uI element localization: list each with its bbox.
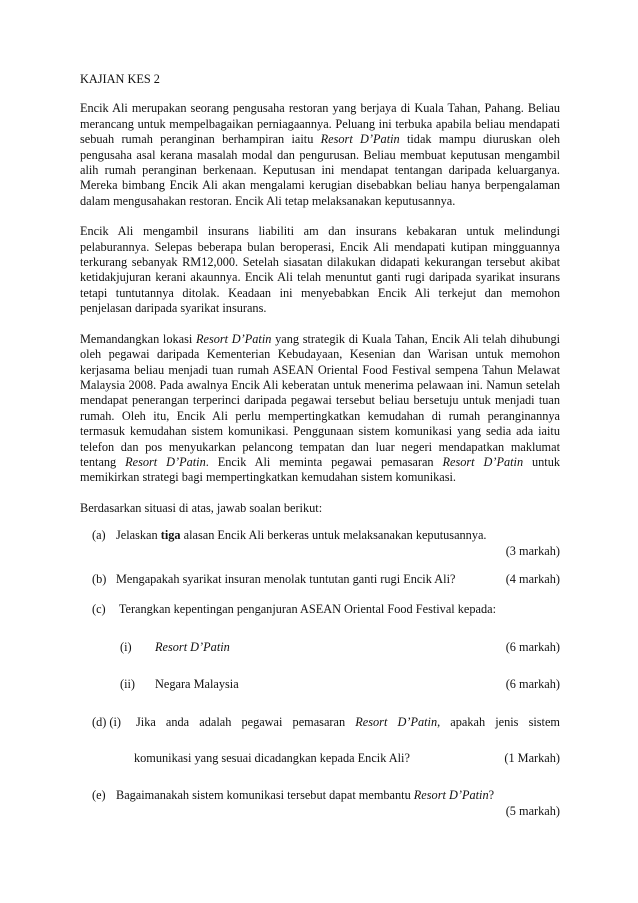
question-d [80,715,560,730]
p2-run-0: Encik Ali mengambil insurans liabiliti am dan insurans kebakaran untuk melindungi pelaburannya. Selepas beberapa bulan beroperasi, Encik Ali mendapati kutipan mingguannya terkurang sebanyak RM12,000. Setelah siasatan dilakukan didapati kekurangan tersebut akibat ketidakjujuran kerani akaunnya. Encik Ali telah menuntut ganti rugi daripada syarikat insurans tetapi tuntutannya ditolak. Keadaan ini menyebabkan Encik Ali terkejut dan memohon penjelasan daripada syarikat insurans. [80,224,560,316]
question-d-marks: (1 Markah) [504,751,560,765]
document-page [80,72,560,819]
question-d-line1-post: , apakah jenis sistem [437,714,560,729]
question-c-ii-marks: (6 markah) [505,677,560,692]
question-d-line2-row [80,751,560,766]
question-e-text-post: ? [488,788,495,803]
question-c-i-marks: (6 markah) [505,639,560,654]
question-a-marks: (3 markah) [505,543,560,558]
question-e-label: (e) [92,788,106,803]
question-c-i-text: Resort D’Patin [155,639,230,654]
p3-run-4: . Encik Ali meminta pegawai pemasaran [205,454,443,469]
p3-run-3: Resort D’Patin [125,454,206,469]
question-b [80,572,560,587]
paragraph-2 [80,224,560,316]
p3-run-5: Resort D’Patin [442,454,524,469]
p3-run-2: yang strategik di Kuala Tahan, Encik Ali telah dihubungi oleh pegawai daripada Kementerian Kebudayaan, Kesenian dan Warisan untuk memohon kerjasama beliau menjadi tuan rumah ASEAN Oriental Food Festival sempena Tahun Melawat Malaysia 2008. Pada awalnya Encik Ali keberatan untuk menerima pelawaan ini. Namun setelah mendapat penerangan terperinci daripada pegawai tersebut beliau bersetuju untuk menjadi tuan rumah. Oleh itu, Encik Ali perlu mempertingkatkan kemudahan di rumah peranginannya termasuk kemudahan sistem komunikasi. Penggunaan sistem komunikasi yang sedia ada iaitu telefon dan pos menyukarkan pelancong tempatan dan luar negeri mendapatkan maklumat tentang [80,331,561,469]
question-e-text-pre: Bagaimanakah sistem komunikasi tersebut dapat membantu [116,788,414,803]
p1-run-2: tidak mampu diuruskan oleh pengusaha asal kerana masalah modal dan pengurusan. Beliau membuat keputusan mengambil alih rumah peranginan berkenaan. Keputusan ini mendapat tentangan daripada keluarganya. Mereka bimbang Encik Ali akan mengalami kerugian disebabkan beliau hanya berpengalaman dalam mengusahakan restoran. Encik Ali tetap melaksanakan keputusannya. [80,132,560,208]
paragraph-3 [80,332,560,486]
p1-run-1: Resort D’Patin [320,132,400,147]
p3-run-1: Resort D’Patin [195,331,272,346]
question-c-ii-label: (ii) [120,677,136,692]
instruction-text: Berdasarkan situasi di atas, jawab soalan berikut: [80,500,323,515]
question-e-marks: (5 markah) [505,803,560,818]
question-d-line1-pre: Jika anda adalah pegawai pemasaran [136,714,356,729]
question-d-line1-italic: Resort D’Patin [355,714,438,729]
p3-run-6: untuk memikirkan strategi bagi mempertingkatkan kemudahan sistem komunikasi. [80,454,561,485]
question-e [80,788,560,819]
question-a-text-post: alasan Encik Ali berkeras untuk melaksanakan keputusannya. [180,528,487,543]
question-b-label: (b) [92,571,107,586]
question-a-label: (a) [92,528,106,543]
p1-run-0: Encik Ali merupakan seorang pengusaha restoran yang berjaya di Kuala Tahan, Pahang. Beliau merancang untuk mempelbagaikan perniagaannya. Peluang ini terbuka apabila beliau mendapati sebuah rumah peranginan berhampiran iaitu [80,101,560,147]
case-title: KAJIAN KES 2 [80,72,160,86]
question-c-ii-text: Negara Malaysia [155,677,239,692]
question-c-text: Terangkan kepentingan penganjuran ASEAN Oriental Food Festival kepada: [116,602,497,617]
question-c-ii [80,677,560,692]
paragraph-1 [80,101,560,209]
question-c-i [80,640,560,655]
question-a-text-pre: Jelaskan [116,528,161,543]
question-b-text: Mengapakah syarikat insuran menolak tuntutan ganti rugi Encik Ali? [116,571,456,586]
question-c [80,602,560,617]
question-d-line1 [136,715,560,730]
question-e-italic: Resort D’Patin [413,788,489,803]
question-d-label: (d) (i) [92,714,122,729]
question-a [80,528,560,559]
question-c-label: (c) [92,602,106,617]
question-c-i-label: (i) [120,639,132,654]
question-d-line2: komunikasi yang sesuai dicadangkan kepada Encik Ali? [134,751,410,765]
p3-run-0: Memandangkan lokasi [80,331,196,346]
question-b-marks: (4 markah) [505,571,560,586]
question-a-bold: tiga [160,528,181,543]
